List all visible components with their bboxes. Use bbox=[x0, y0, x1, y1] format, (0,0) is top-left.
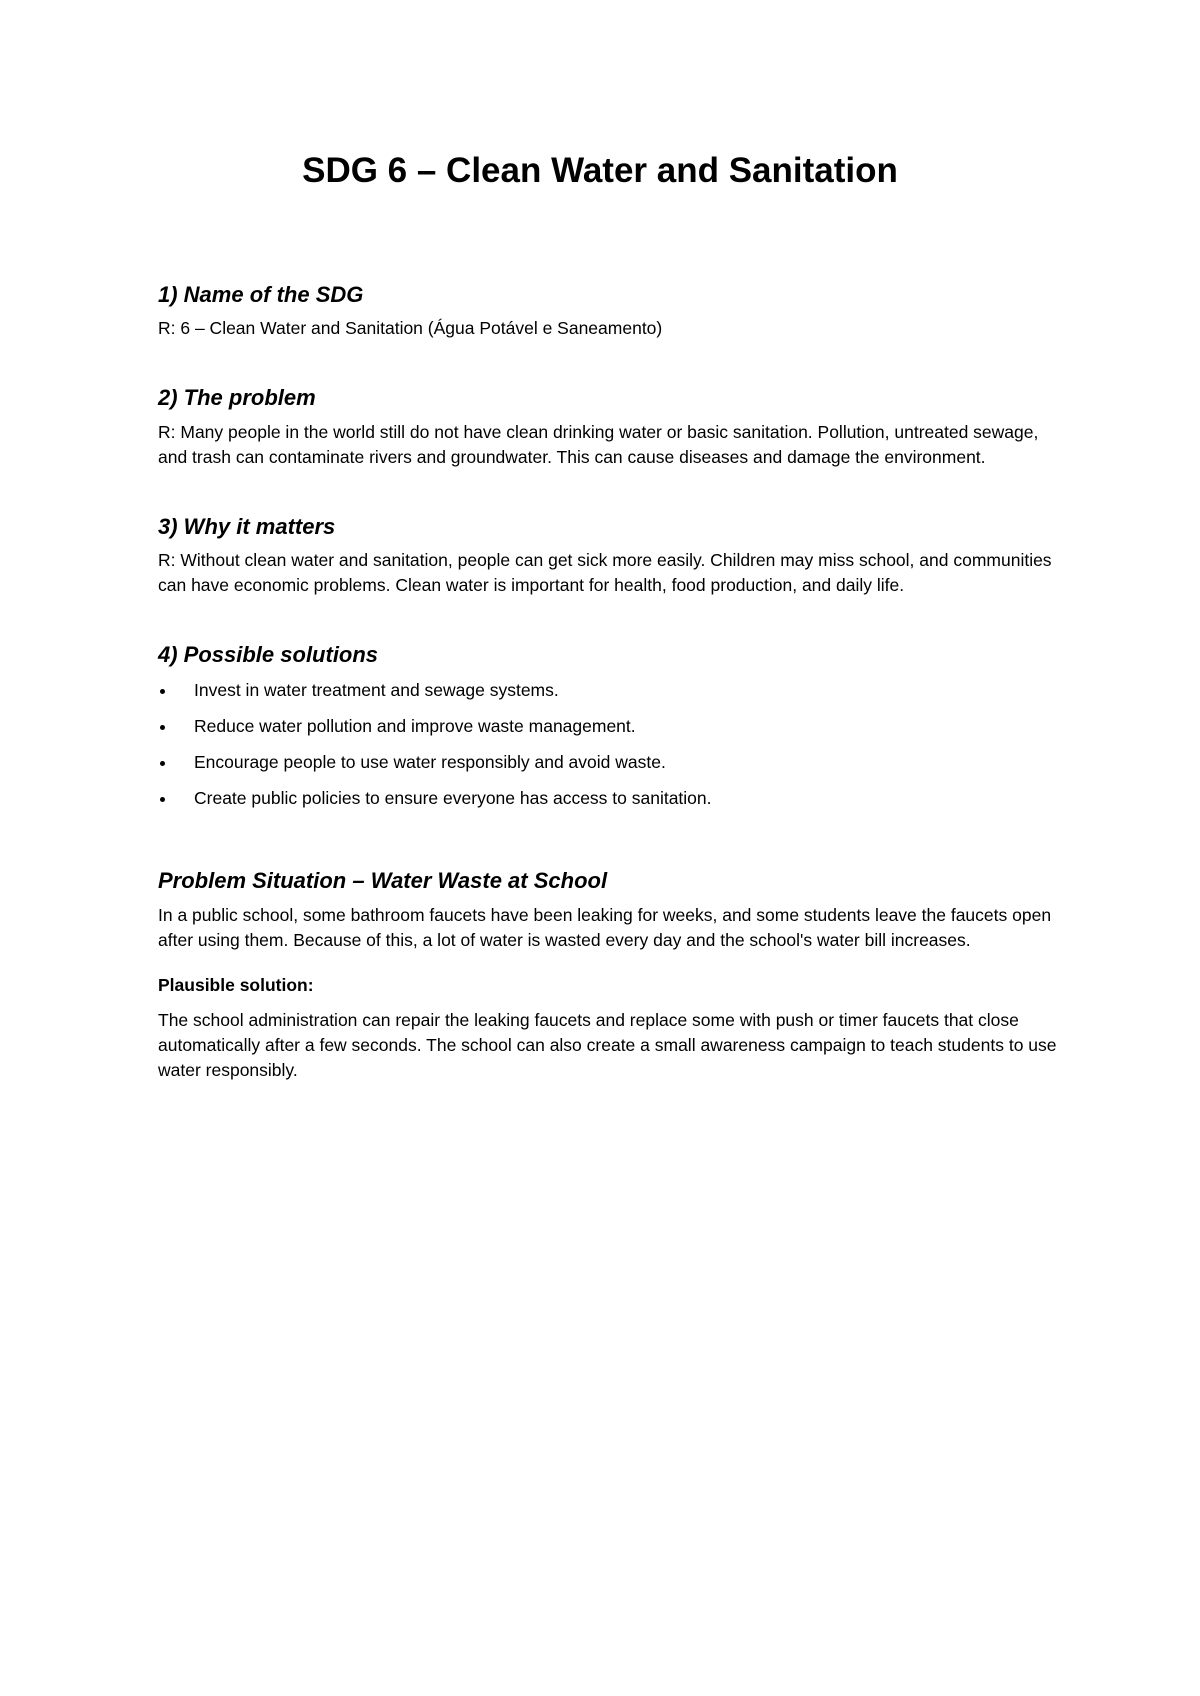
list-item bbox=[158, 714, 1058, 739]
section-heading-situation: Problem Situation – Water Waste at School bbox=[158, 867, 608, 893]
section-heading-problem: 2) The problem bbox=[158, 385, 316, 411]
bullet-icon bbox=[160, 761, 165, 766]
list-item bbox=[158, 750, 1058, 775]
plausible-solution-label: Plausible solution: bbox=[158, 974, 314, 995]
section-answer-problem: R: Many people in the world still do not have clean drinking water or basic sanitation. Pollution, untreated sewage, and trash can contaminate rivers and groundwater. This can cause diseases and damage the environment. bbox=[158, 421, 1039, 467]
list-item-text: Create public policies to ensure everyone has access to sanitation. bbox=[194, 787, 712, 808]
section-answer-name: R: 6 – Clean Water and Sanitation (Água Potável e Saneamento) bbox=[158, 318, 663, 339]
document-title: SDG 6 – Clean Water and Sanitation bbox=[302, 151, 898, 190]
bullet-icon bbox=[160, 725, 165, 730]
section-heading-why: 3) Why it matters bbox=[158, 513, 336, 539]
bullet-icon bbox=[160, 689, 165, 694]
list-item-text: Reduce water pollution and improve waste management. bbox=[194, 715, 636, 736]
section-heading-solutions: 4) Possible solutions bbox=[158, 642, 379, 668]
solutions-list bbox=[158, 678, 1058, 811]
situation-text: In a public school, some bathroom faucets have been leaking for weeks, and some students leave the faucets open after using them. Because of this, a lot of water is wasted every day and the school's water bill increases. bbox=[158, 904, 1052, 950]
document-body bbox=[158, 150, 1058, 1083]
bullet-icon bbox=[160, 797, 165, 802]
list-item-text: Encourage people to use water responsibly and avoid waste. bbox=[194, 751, 666, 772]
section-answer-why: R: Without clean water and sanitation, people can get sick more easily. Children may miss school, and communities can have economic problems. Clean water is important for health, food production, and daily life. bbox=[158, 550, 1052, 596]
list-item bbox=[158, 786, 1058, 811]
list-item bbox=[158, 678, 1058, 703]
plausible-solution-text: The school administration can repair the leaking faucets and replace some with push or timer faucets that close automatically after a few seconds. The school can also create a small awareness campaign to teach students to use water responsibly. bbox=[158, 1009, 1057, 1080]
section-heading-name: 1) Name of the SDG bbox=[158, 282, 364, 307]
list-item-text: Invest in water treatment and sewage systems. bbox=[194, 679, 559, 700]
